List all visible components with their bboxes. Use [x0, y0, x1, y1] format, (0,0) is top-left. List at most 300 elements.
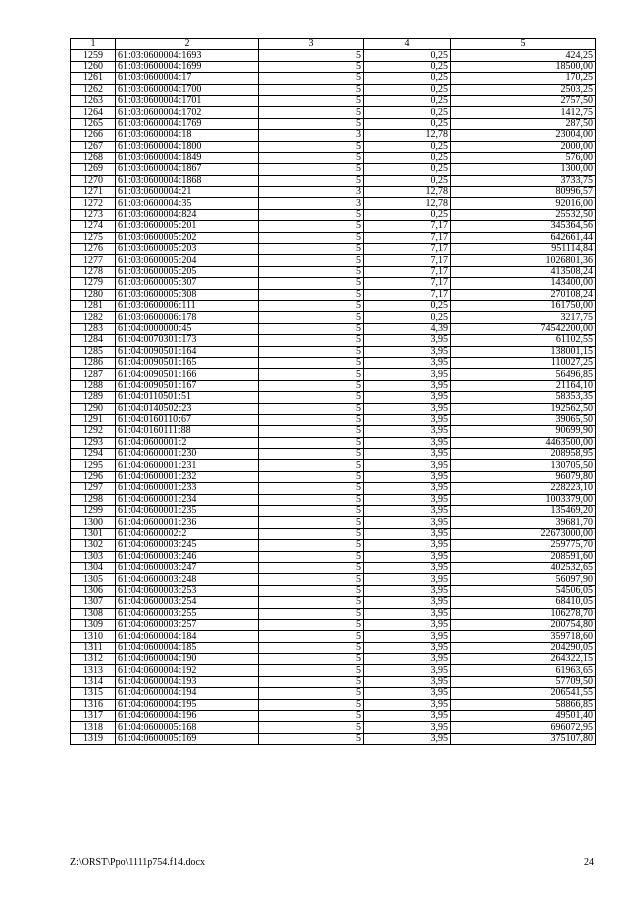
table-cell-col5: 208591,60 — [451, 551, 596, 562]
table-cell-col3: 5 — [259, 699, 364, 710]
table-row — [71, 346, 596, 357]
table-cell-col3: 5 — [259, 414, 364, 425]
table-row — [71, 118, 596, 129]
table-cell-col2: 61:03:0600004:1693 — [116, 50, 259, 61]
column-header-5: 5 — [451, 39, 596, 50]
table-cell-col2: 61:04:0600004:192 — [116, 665, 259, 676]
table-cell-col5: 58866,85 — [451, 699, 596, 710]
table-row — [71, 289, 596, 300]
table-cell-col4: 7,17 — [364, 278, 451, 289]
table-cell-col2: 61:04:0600004:185 — [116, 642, 259, 653]
table-cell-col1: 1319 — [71, 733, 116, 744]
table-cell-col4: 3,95 — [364, 676, 451, 687]
table-cell-col4: 3,95 — [364, 574, 451, 585]
table-cell-col5: 287,50 — [451, 118, 596, 129]
table-cell-col2: 61:04:0070301:173 — [116, 335, 259, 346]
table-cell-col5: 21164,10 — [451, 380, 596, 391]
table-cell-col5: 2757,50 — [451, 95, 596, 106]
table-cell-col4: 0,25 — [364, 50, 451, 61]
table-cell-col5: 206541,55 — [451, 688, 596, 699]
table-cell-col2: 61:04:0600004:194 — [116, 688, 259, 699]
table-cell-col1: 1277 — [71, 255, 116, 266]
table-cell-col3: 5 — [259, 585, 364, 596]
table-cell-col4: 4,39 — [364, 323, 451, 334]
table-row — [71, 449, 596, 460]
table-cell-col1: 1286 — [71, 357, 116, 368]
table-cell-col3: 5 — [259, 688, 364, 699]
table-cell-col3: 5 — [259, 540, 364, 551]
table-row — [71, 483, 596, 494]
table-row — [71, 460, 596, 471]
table-cell-col1: 1298 — [71, 494, 116, 505]
table-cell-col2: 61:03:0600006:178 — [116, 312, 259, 323]
table-cell-col4: 3,95 — [364, 449, 451, 460]
table-cell-col1: 1272 — [71, 198, 116, 209]
table-cell-col1: 1300 — [71, 517, 116, 528]
table-cell-col5: 3217,75 — [451, 312, 596, 323]
table-cell-col3: 5 — [259, 95, 364, 106]
table-cell-col3: 5 — [259, 711, 364, 722]
table-row — [71, 392, 596, 403]
table-cell-col5: 170,25 — [451, 73, 596, 84]
table-cell-col2: 61:03:0600004:1700 — [116, 84, 259, 95]
table-cell-col2: 61:04:0600001:232 — [116, 471, 259, 482]
table-cell-col5: 375107,80 — [451, 733, 596, 744]
table-cell-col3: 5 — [259, 437, 364, 448]
table-cell-col1: 1279 — [71, 278, 116, 289]
table-row — [71, 665, 596, 676]
table-cell-col4: 3,95 — [364, 608, 451, 619]
table-cell-col4: 3,95 — [364, 471, 451, 482]
table-row — [71, 323, 596, 334]
table-cell-col4: 3,95 — [364, 540, 451, 551]
table-cell-col3: 5 — [259, 380, 364, 391]
table-cell-col2: 61:03:0600004:824 — [116, 209, 259, 220]
table-cell-col3: 5 — [259, 460, 364, 471]
table-cell-col3: 5 — [259, 392, 364, 403]
cadastral-value-table — [70, 38, 596, 745]
table-cell-col4: 12,78 — [364, 187, 451, 198]
table-cell-col1: 1312 — [71, 654, 116, 665]
table-cell-col4: 0,25 — [364, 164, 451, 175]
table-cell-col3: 5 — [259, 528, 364, 539]
table-cell-col5: 143400,00 — [451, 278, 596, 289]
table-cell-col4: 3,95 — [364, 437, 451, 448]
table-cell-col5: 135469,20 — [451, 506, 596, 517]
table-cell-col1: 1262 — [71, 84, 116, 95]
table-cell-col2: 61:04:0600003:253 — [116, 585, 259, 596]
table-cell-col3: 5 — [259, 61, 364, 72]
table-cell-col2: 61:04:0600004:184 — [116, 631, 259, 642]
table-cell-col5: 1300,00 — [451, 164, 596, 175]
table-cell-col2: 61:04:0600004:193 — [116, 676, 259, 687]
table-cell-col1: 1316 — [71, 699, 116, 710]
table-cell-col2: 61:03:0600005:201 — [116, 221, 259, 232]
table-cell-col1: 1287 — [71, 369, 116, 380]
table-cell-col3: 5 — [259, 619, 364, 630]
table-cell-col3: 3 — [259, 198, 364, 209]
table-cell-col1: 1317 — [71, 711, 116, 722]
table-row — [71, 278, 596, 289]
table-cell-col3: 5 — [259, 517, 364, 528]
table-cell-col4: 3,95 — [364, 494, 451, 505]
table-cell-col5: 1412,75 — [451, 107, 596, 118]
table-cell-col3: 5 — [259, 141, 364, 152]
table-cell-col1: 1271 — [71, 187, 116, 198]
table-cell-col5: 4463500,00 — [451, 437, 596, 448]
table-cell-col5: 192562,50 — [451, 403, 596, 414]
table-cell-col5: 200754,80 — [451, 619, 596, 630]
table-cell-col1: 1270 — [71, 175, 116, 186]
table-cell-col1: 1284 — [71, 335, 116, 346]
table-cell-col2: 61:04:0600005:169 — [116, 733, 259, 744]
table-cell-col4: 0,25 — [364, 84, 451, 95]
table-cell-col1: 1305 — [71, 574, 116, 585]
table-cell-col1: 1311 — [71, 642, 116, 653]
table-cell-col4: 3,95 — [364, 346, 451, 357]
table-cell-col2: 61:03:0600004:21 — [116, 187, 259, 198]
table-cell-col5: 130705,50 — [451, 460, 596, 471]
table-cell-col4: 3,95 — [364, 665, 451, 676]
table-cell-col2: 61:04:0140502:23 — [116, 403, 259, 414]
table-cell-col2: 61:04:0600003:245 — [116, 540, 259, 551]
table-cell-col1: 1296 — [71, 471, 116, 482]
table-cell-col3: 5 — [259, 471, 364, 482]
table-cell-col1: 1283 — [71, 323, 116, 334]
table-row — [71, 494, 596, 505]
table-cell-col4: 3,95 — [364, 733, 451, 744]
table-row — [71, 574, 596, 585]
table-cell-col4: 3,95 — [364, 460, 451, 471]
table-cell-col3: 5 — [259, 323, 364, 334]
table-row — [71, 608, 596, 619]
table-cell-col2: 61:03:0600004:1868 — [116, 175, 259, 186]
table-cell-col4: 3,95 — [364, 380, 451, 391]
table-row — [71, 688, 596, 699]
table-cell-col3: 5 — [259, 676, 364, 687]
table-cell-col3: 5 — [259, 335, 364, 346]
table-row — [71, 380, 596, 391]
table-cell-col4: 0,25 — [364, 175, 451, 186]
table-cell-col3: 5 — [259, 403, 364, 414]
table-cell-col1: 1290 — [71, 403, 116, 414]
table-cell-col4: 0,25 — [364, 152, 451, 163]
table-cell-col2: 61:03:0600004:18 — [116, 130, 259, 141]
table-cell-col1: 1310 — [71, 631, 116, 642]
table-row — [71, 84, 596, 95]
table-cell-col5: 204290,05 — [451, 642, 596, 653]
table-row — [71, 50, 596, 61]
table-cell-col2: 61:04:0600001:233 — [116, 483, 259, 494]
table-row — [71, 312, 596, 323]
table-row — [71, 597, 596, 608]
table-cell-col5: 68410,05 — [451, 597, 596, 608]
table-cell-col4: 7,17 — [364, 289, 451, 300]
table-cell-col3: 5 — [259, 574, 364, 585]
table-row — [71, 517, 596, 528]
table-cell-col3: 5 — [259, 73, 364, 84]
table-cell-col2: 61:04:0600001:231 — [116, 460, 259, 471]
table-cell-col1: 1265 — [71, 118, 116, 129]
table-row — [71, 141, 596, 152]
table-cell-col4: 7,17 — [364, 232, 451, 243]
table-cell-col2: 61:04:0090501:165 — [116, 357, 259, 368]
table-row — [71, 209, 596, 220]
table-cell-col2: 61:04:0600003:246 — [116, 551, 259, 562]
table-cell-col1: 1295 — [71, 460, 116, 471]
table-row — [71, 506, 596, 517]
table-row — [71, 585, 596, 596]
table-cell-col4: 3,95 — [364, 392, 451, 403]
table-cell-col2: 61:03:0600005:205 — [116, 266, 259, 277]
table-cell-col4: 7,17 — [364, 221, 451, 232]
table-row — [71, 130, 596, 141]
table-cell-col5: 359718,60 — [451, 631, 596, 642]
table-cell-col5: 96079,80 — [451, 471, 596, 482]
table-cell-col2: 61:04:0090501:166 — [116, 369, 259, 380]
table-row — [71, 95, 596, 106]
table-cell-col5: 3733,75 — [451, 175, 596, 186]
table-row — [71, 335, 596, 346]
table-cell-col4: 3,95 — [364, 414, 451, 425]
table-cell-col1: 1291 — [71, 414, 116, 425]
table-cell-col4: 3,95 — [364, 688, 451, 699]
table-row — [71, 551, 596, 562]
table-cell-col4: 0,25 — [364, 141, 451, 152]
table-cell-col5: 39681,70 — [451, 517, 596, 528]
table-row — [71, 528, 596, 539]
table-row — [71, 255, 596, 266]
table-cell-col1: 1318 — [71, 722, 116, 733]
table-cell-col2: 61:03:0600004:1702 — [116, 107, 259, 118]
table-cell-col2: 61:04:0600003:257 — [116, 619, 259, 630]
table-cell-col2: 61:04:0600005:168 — [116, 722, 259, 733]
table-cell-col1: 1264 — [71, 107, 116, 118]
table-cell-col3: 5 — [259, 244, 364, 255]
table-row — [71, 426, 596, 437]
table-cell-col4: 7,17 — [364, 266, 451, 277]
table-cell-col5: 696072,95 — [451, 722, 596, 733]
table-cell-col3: 5 — [259, 255, 364, 266]
table-cell-col3: 5 — [259, 562, 364, 573]
table-row — [71, 631, 596, 642]
table-row — [71, 654, 596, 665]
table-cell-col4: 0,25 — [364, 209, 451, 220]
table-cell-col1: 1280 — [71, 289, 116, 300]
table-cell-col1: 1309 — [71, 619, 116, 630]
table-cell-col5: 161750,00 — [451, 300, 596, 311]
table-cell-col5: 61963,65 — [451, 665, 596, 676]
table-cell-col5: 1003379,00 — [451, 494, 596, 505]
table-header-row — [71, 39, 596, 50]
table-row — [71, 244, 596, 255]
table-cell-col2: 61:03:0600004:1800 — [116, 141, 259, 152]
table-row — [71, 699, 596, 710]
table-cell-col5: 56496,85 — [451, 369, 596, 380]
table-cell-col4: 7,17 — [364, 255, 451, 266]
table-cell-col4: 0,25 — [364, 300, 451, 311]
table-cell-col3: 5 — [259, 266, 364, 277]
table-cell-col5: 259775,70 — [451, 540, 596, 551]
table-cell-col1: 1267 — [71, 141, 116, 152]
table-cell-col2: 61:03:0600005:204 — [116, 255, 259, 266]
table-row — [71, 300, 596, 311]
table-cell-col1: 1282 — [71, 312, 116, 323]
table-cell-col4: 3,95 — [364, 619, 451, 630]
table-cell-col3: 5 — [259, 369, 364, 380]
table-cell-col3: 5 — [259, 631, 364, 642]
table-row — [71, 437, 596, 448]
table-cell-col2: 61:04:0600003:247 — [116, 562, 259, 573]
table-cell-col2: 61:04:0600003:248 — [116, 574, 259, 585]
table-cell-col4: 3,95 — [364, 597, 451, 608]
table-cell-col5: 106278,70 — [451, 608, 596, 619]
table-row — [71, 471, 596, 482]
table-cell-col2: 61:03:0600005:202 — [116, 232, 259, 243]
table-cell-col5: 576,00 — [451, 152, 596, 163]
table-cell-col1: 1268 — [71, 152, 116, 163]
table-cell-col1: 1263 — [71, 95, 116, 106]
table-cell-col2: 61:04:0090501:167 — [116, 380, 259, 391]
table-cell-col4: 3,95 — [364, 517, 451, 528]
table-cell-col2: 61:03:0600004:1867 — [116, 164, 259, 175]
table-cell-col3: 5 — [259, 494, 364, 505]
table-cell-col3: 3 — [259, 187, 364, 198]
table-cell-col3: 5 — [259, 312, 364, 323]
table-row — [71, 164, 596, 175]
table-cell-col5: 228223,10 — [451, 483, 596, 494]
table-cell-col3: 5 — [259, 608, 364, 619]
table-cell-col5: 80996,57 — [451, 187, 596, 198]
table-cell-col5: 25532,50 — [451, 209, 596, 220]
table-row — [71, 711, 596, 722]
table-cell-col1: 1276 — [71, 244, 116, 255]
table-cell-col1: 1297 — [71, 483, 116, 494]
table-cell-col3: 5 — [259, 118, 364, 129]
table-row — [71, 221, 596, 232]
table-cell-col1: 1260 — [71, 61, 116, 72]
table-cell-col4: 12,78 — [364, 130, 451, 141]
table-cell-col3: 5 — [259, 278, 364, 289]
table-cell-col3: 5 — [259, 551, 364, 562]
table-cell-col1: 1314 — [71, 676, 116, 687]
table-cell-col1: 1304 — [71, 562, 116, 573]
table-cell-col1: 1266 — [71, 130, 116, 141]
table-cell-col2: 61:03:0600005:203 — [116, 244, 259, 255]
table-cell-col2: 61:03:0600004:35 — [116, 198, 259, 209]
table-cell-col3: 5 — [259, 209, 364, 220]
table-row — [71, 403, 596, 414]
table-cell-col4: 3,95 — [364, 357, 451, 368]
table-cell-col4: 0,25 — [364, 107, 451, 118]
table-cell-col3: 5 — [259, 107, 364, 118]
table-row — [71, 619, 596, 630]
table-cell-col3: 5 — [259, 164, 364, 175]
column-header-1: 1 — [71, 39, 116, 50]
table-cell-col1: 1289 — [71, 392, 116, 403]
table-cell-col1: 1259 — [71, 50, 116, 61]
table-cell-col2: 61:03:0600004:17 — [116, 73, 259, 84]
table-row — [71, 676, 596, 687]
table-cell-col1: 1302 — [71, 540, 116, 551]
table-cell-col3: 5 — [259, 152, 364, 163]
table-cell-col4: 3,95 — [364, 654, 451, 665]
table-row — [71, 175, 596, 186]
table-row — [71, 369, 596, 380]
table-cell-col4: 12,78 — [364, 198, 451, 209]
table-cell-col5: 23004,00 — [451, 130, 596, 141]
table-cell-col5: 2000,00 — [451, 141, 596, 152]
table-cell-col3: 5 — [259, 722, 364, 733]
table-cell-col1: 1293 — [71, 437, 116, 448]
table-row — [71, 232, 596, 243]
table-cell-col4: 3,95 — [364, 369, 451, 380]
table-cell-col3: 5 — [259, 289, 364, 300]
table-cell-col1: 1278 — [71, 266, 116, 277]
table-cell-col1: 1274 — [71, 221, 116, 232]
table-cell-col3: 3 — [259, 130, 364, 141]
table-cell-col4: 3,95 — [364, 528, 451, 539]
table-cell-col4: 3,95 — [364, 711, 451, 722]
table-cell-col3: 5 — [259, 426, 364, 437]
table-cell-col1: 1303 — [71, 551, 116, 562]
table-cell-col1: 1307 — [71, 597, 116, 608]
column-header-2: 2 — [116, 39, 259, 50]
table-row — [71, 357, 596, 368]
table-cell-col1: 1306 — [71, 585, 116, 596]
table-cell-col4: 3,95 — [364, 562, 451, 573]
table-cell-col4: 0,25 — [364, 118, 451, 129]
table-cell-col5: 22673000,00 — [451, 528, 596, 539]
table-cell-col3: 5 — [259, 357, 364, 368]
table-cell-col4: 0,25 — [364, 73, 451, 84]
table-body — [71, 50, 596, 745]
table-cell-col4: 3,95 — [364, 699, 451, 710]
table-cell-col2: 61:04:0090501:164 — [116, 346, 259, 357]
table-cell-col1: 1261 — [71, 73, 116, 84]
table-cell-col1: 1313 — [71, 665, 116, 676]
table-cell-col5: 74542200,00 — [451, 323, 596, 334]
table-cell-col5: 92016,00 — [451, 198, 596, 209]
table-cell-col2: 61:03:0600004:1699 — [116, 61, 259, 72]
table-cell-col3: 5 — [259, 642, 364, 653]
table-row — [71, 414, 596, 425]
table-row — [71, 198, 596, 209]
table-cell-col3: 5 — [259, 300, 364, 311]
table-cell-col2: 61:03:0600004:1849 — [116, 152, 259, 163]
table-cell-col1: 1288 — [71, 380, 116, 391]
table-cell-col5: 61102,55 — [451, 335, 596, 346]
table-cell-col2: 61:03:0600004:1769 — [116, 118, 259, 129]
table-cell-col4: 3,95 — [364, 642, 451, 653]
table-cell-col3: 5 — [259, 175, 364, 186]
table-cell-col3: 5 — [259, 84, 364, 95]
table-cell-col2: 61:04:0600004:195 — [116, 699, 259, 710]
table-cell-col3: 5 — [259, 449, 364, 460]
table-cell-col2: 61:04:0110501:51 — [116, 392, 259, 403]
table-cell-col3: 5 — [259, 50, 364, 61]
table-cell-col3: 5 — [259, 597, 364, 608]
table-cell-col2: 61:03:0600004:1701 — [116, 95, 259, 106]
table-cell-col3: 5 — [259, 232, 364, 243]
table-cell-col2: 61:04:0600004:190 — [116, 654, 259, 665]
page-number: 24 — [584, 857, 594, 868]
table-cell-col5: 58353,35 — [451, 392, 596, 403]
table-cell-col2: 61:04:0600002:2 — [116, 528, 259, 539]
table-cell-col4: 0,25 — [364, 95, 451, 106]
table-cell-col3: 5 — [259, 654, 364, 665]
table-row — [71, 107, 596, 118]
